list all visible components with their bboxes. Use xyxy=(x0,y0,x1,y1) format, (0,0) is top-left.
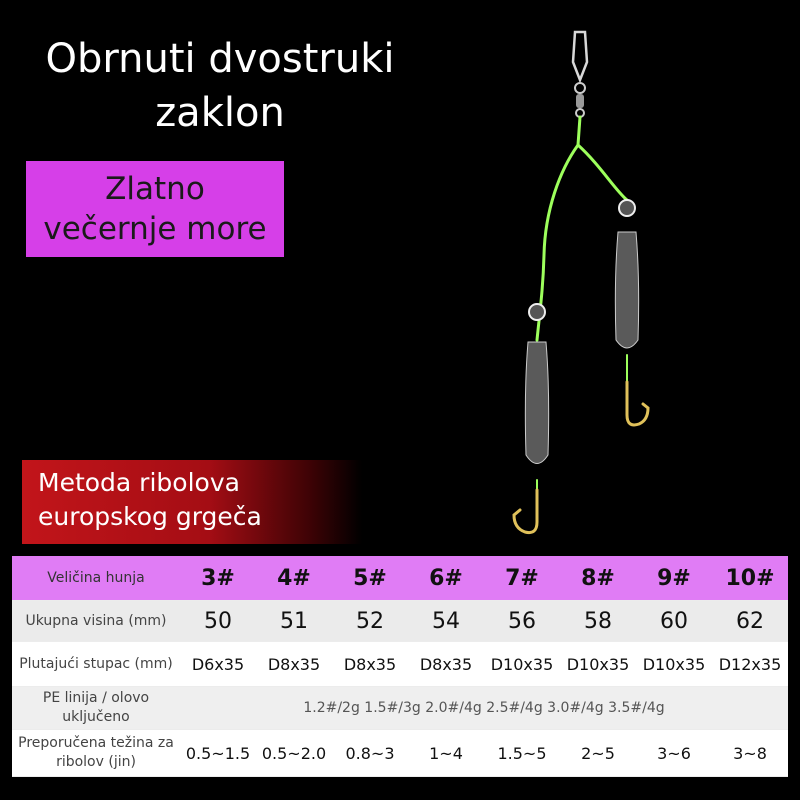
height-cell: 50 xyxy=(204,608,232,634)
weight-cell: 0.8~3 xyxy=(345,743,395,763)
height-cell: 58 xyxy=(584,608,612,634)
height-label: Ukupna visina (mm) xyxy=(25,612,167,629)
weight-cell: 0.5~1.5 xyxy=(185,743,251,763)
title-line-1: Obrnuti dvostruki xyxy=(45,36,395,82)
size-cell: 9# xyxy=(657,565,691,591)
float-cell: D10x35 xyxy=(566,654,630,674)
title-line-2: zaklon xyxy=(155,90,285,136)
table-header-row xyxy=(12,556,788,601)
float-cell: D10x35 xyxy=(642,654,706,674)
weight-cell: 1~4 xyxy=(429,743,463,763)
float-cell: D12x35 xyxy=(718,654,782,674)
float-label: Plutajući stupac (mm) xyxy=(19,655,173,672)
height-cell: 62 xyxy=(736,608,764,634)
weight-cell: 1.5~5 xyxy=(497,743,547,763)
method-line-1: Metoda ribolova xyxy=(38,468,240,497)
size-cell: 7# xyxy=(505,565,539,591)
fishing-rig-illustration xyxy=(490,10,690,540)
height-cell: 52 xyxy=(356,608,384,634)
float-cell: D6x35 xyxy=(191,654,245,674)
size-label: Veličina hunja xyxy=(47,569,145,586)
float-cell: D8x35 xyxy=(267,654,321,674)
line-label: PE linija / olovo uključeno xyxy=(42,690,150,725)
height-cell: 51 xyxy=(280,608,308,634)
size-cell: 6# xyxy=(429,565,463,591)
snap-swivel-icon xyxy=(573,32,587,117)
table-row xyxy=(12,601,788,642)
size-cell: 3# xyxy=(201,565,235,591)
weight-label: Preporučena težina za ribolov (jin) xyxy=(18,735,174,770)
height-cell: 60 xyxy=(660,608,688,634)
size-cell: 4# xyxy=(277,565,311,591)
weight-cell: 3~6 xyxy=(657,743,691,763)
weight-cell: 3~8 xyxy=(733,743,767,763)
size-cell: 10# xyxy=(725,565,775,591)
size-cell: 5# xyxy=(353,565,387,591)
weight-cell: 2~5 xyxy=(581,743,615,763)
float-cell: D8x35 xyxy=(343,654,397,674)
height-cell: 56 xyxy=(508,608,536,634)
float-cell: D10x35 xyxy=(490,654,554,674)
float-cell: D8x35 xyxy=(419,654,473,674)
product-badge xyxy=(26,161,284,257)
table-row xyxy=(12,730,788,777)
badge-line-2: večernje more xyxy=(43,211,267,247)
table-row xyxy=(12,687,788,730)
badge-line-1: Zlatno xyxy=(105,171,205,207)
spec-table xyxy=(12,556,788,777)
size-cell: 8# xyxy=(581,565,615,591)
line-values: 1.2#/2g 1.5#/3g 2.0#/4g 2.5#/4g 3.0#/4g 3.5#/4g xyxy=(303,700,665,716)
page-title xyxy=(0,32,440,140)
height-cell: 54 xyxy=(432,608,460,634)
method-line-2: europskog grgeča xyxy=(38,502,262,531)
weight-cell: 0.5~2.0 xyxy=(261,743,327,763)
method-banner xyxy=(22,460,362,544)
table-row xyxy=(12,642,788,687)
main-line xyxy=(537,117,627,498)
